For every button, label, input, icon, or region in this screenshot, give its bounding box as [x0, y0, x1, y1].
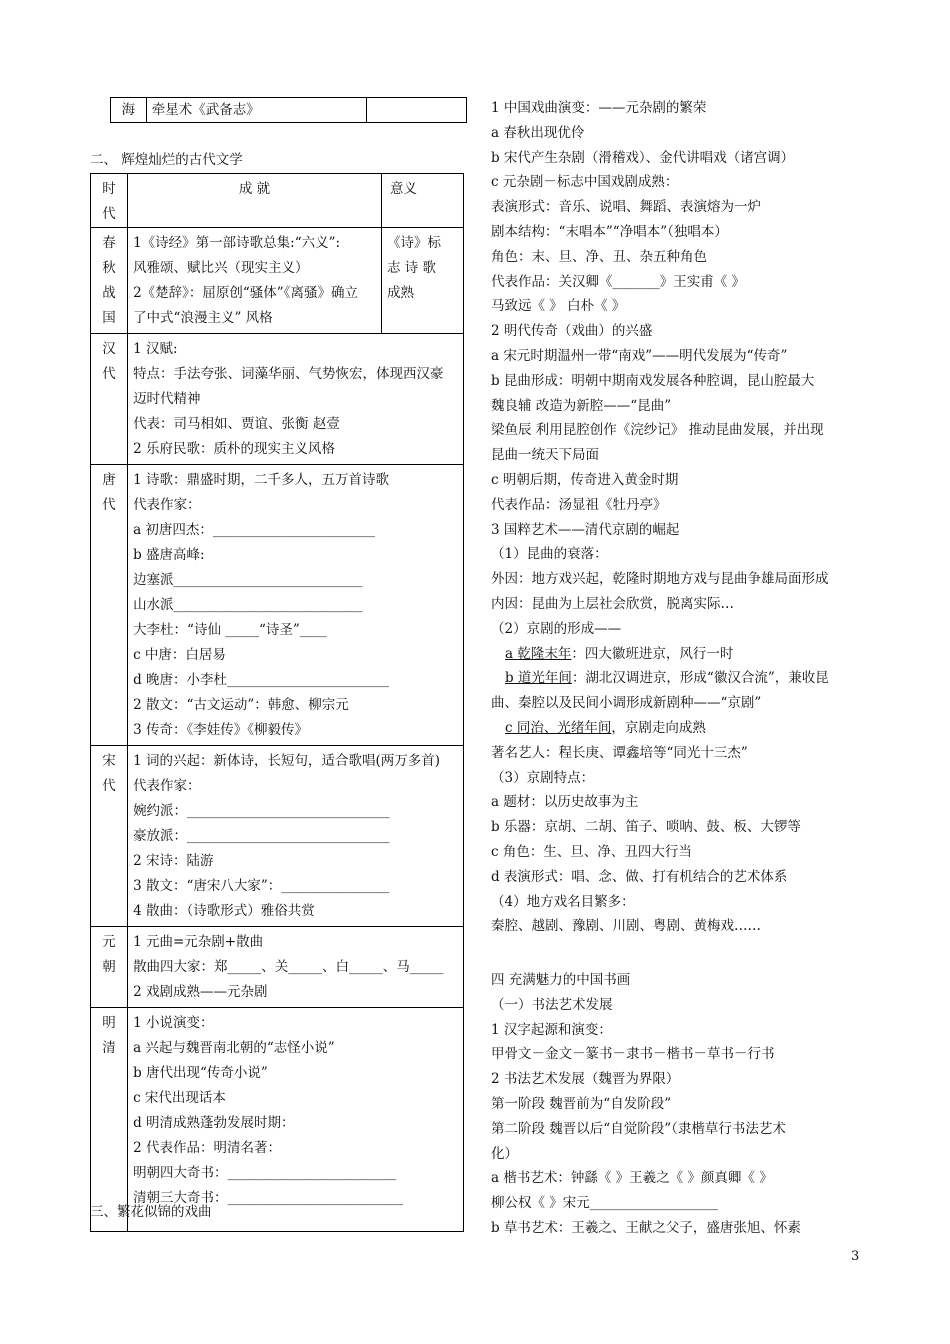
era-tang: 唐 代 — [91, 465, 128, 746]
drama-line: 代表作品：汤显祖《牡丹亭》 — [491, 496, 667, 513]
feature-line: a 题材：以历史故事为主 — [491, 794, 639, 811]
table-row-song — [91, 746, 464, 927]
drama-line: 角色：末、旦、净、丑、杂五种角色 — [491, 248, 707, 265]
section3-title: 三、繁花似锦的戏曲 — [90, 1204, 212, 1220]
drama-line: 马致远《 》 白朴《 》 — [491, 298, 626, 315]
page-number: 3 — [851, 1249, 860, 1264]
top-table-cell-3 — [367, 98, 467, 123]
calligraphy-line: 四 充满魅力的中国书画 — [491, 972, 631, 988]
feature-line: （3）京剧特点： — [491, 769, 595, 786]
achievement-mingqing: 1 小说演变： a 兴起与魏晋南北朝的“志怪小说” b 唐代出现“传奇小说” c 宋代出现话本 d 明清成熟蓬勃发展时期： 2 代表作品：明清名著： 明朝四大奇书：_________________________ 清朝三大奇书：__________________________ — [128, 1008, 464, 1232]
header-era: 时 代 — [91, 174, 128, 228]
achievement-song: 1 词的兴起：新体诗，长短句，适合歌唱(两万多首) 代表作家： 婉约派：______________________________ 豪放派：______________________________ 2 宋诗：陆游 3 散文：“唐宋八大家”：________________ 4 散曲：（诗歌形式）雅俗共赏 — [128, 746, 464, 927]
calligraphy-line: b 草书艺术：王羲之、王献之父子，盛唐张旭、怀素 — [491, 1219, 801, 1236]
era-mingqing: 明 清 — [91, 1008, 128, 1232]
header-achievement: 成 就 — [128, 174, 382, 228]
table-row-mingqing — [91, 1008, 464, 1232]
jingju-stage-b: b 道光年间：湖北汉调进京，形成“徽汉合流”，兼收昆 — [505, 670, 829, 687]
drama-line: 剧本结构：“末唱本”“净唱本”（独唱本） — [491, 223, 728, 240]
drama-line: （1）昆曲的衰落： — [491, 546, 608, 563]
top-table-cell-2: 牵星术《武备志》 — [146, 98, 367, 123]
feature-line: 秦腔、越剧、豫剧、川剧、粤剧、黄梅戏…… — [491, 918, 761, 935]
table-row-header — [91, 174, 464, 228]
right-column — [491, 96, 871, 939]
jingju-stage-c: c 同治、光绪年间，京剧走向成熟 — [505, 719, 706, 736]
calligraphy-section — [491, 968, 871, 1241]
table-row-yuan — [91, 927, 464, 1008]
calligraphy-line: a 楷书艺术：钟繇《 》王羲之《 》颜真卿《 》 — [491, 1170, 773, 1187]
calligraphy-line: 第二阶段 魏晋以后“自觉阶段”（隶楷草行书法艺术 — [491, 1120, 786, 1137]
drama-line: 1 中国戏曲演变：——元杂剧的繁荣 — [491, 100, 707, 116]
drama-line: b 昆曲形成：明朝中期南戏发展各种腔调，昆山腔最大 — [491, 372, 815, 389]
jingju-artists: 著名艺人：程长庚、谭鑫培等“同光十三杰” — [491, 744, 748, 761]
era-song: 宋 代 — [91, 746, 128, 927]
achievement-han: 1 汉赋: 特点：手法夸张、词藻华丽、气势恢宏，体现西汉豪 迈时代精神 代表：司马相如、贾谊、张衡 赵壹 2 乐府民歌：质朴的现实主义风格 — [128, 334, 464, 465]
drama-line: 外因：地方戏兴起，乾隆时期地方戏与昆曲争雄局面形成 — [491, 571, 829, 588]
feature-line: b 乐器：京胡、二胡、笛子、唢呐、鼓、板、大锣等 — [491, 819, 801, 836]
header-meaning: 意义 — [381, 174, 463, 228]
achievement-tang: 1 诗歌：鼎盛时期，二千多人，五万首诗歌 代表作家： a 初唐四杰：________________________ b 盛唐高峰: 边塞派____________________________ 山水派____________________________ 大李杜：“诗仙 _____“诗圣”____ c 中唐：白居易 d 晚唐：小李杜________________________ 2 散文：“古文运动”：韩愈、柳宗元 3 传奇：《李娃传》《柳毅传》 — [128, 465, 464, 746]
feature-line: （4）地方戏名目繁多： — [491, 893, 635, 910]
drama-line: 代表作品：关汉卿《_______》王实甫《 》 — [491, 273, 746, 290]
era-yuan: 元 朝 — [91, 927, 128, 1008]
literature-table — [90, 173, 464, 1232]
drama-line: 梁鱼辰 利用昆腔创作《浣纱记》 推动昆曲发展，并出现 — [491, 422, 824, 439]
calligraphy-line: 2 书法艺术发展（魏晋为界限） — [491, 1071, 680, 1088]
calligraphy-line: 柳公权《 》宋元___________________ — [491, 1195, 719, 1212]
section2-title: 二、 辉煌灿烂的古代文学 — [90, 152, 243, 168]
drama-line: c 明朝后期，传奇进入黄金时期 — [491, 471, 679, 488]
calligraphy-line: 化） — [491, 1145, 518, 1162]
drama-line: 昆曲一统天下局面 — [491, 447, 599, 464]
calligraphy-line: （一）书法艺术发展 — [491, 996, 613, 1013]
top-table — [110, 97, 467, 123]
table-row-chunqiu — [91, 228, 464, 334]
drama-line: 2 明代传奇（戏曲）的兴盛 — [491, 323, 653, 340]
table-row-han — [91, 334, 464, 465]
calligraphy-line: 1 汉字起源和演变： — [491, 1021, 612, 1038]
feature-line: c 角色：生、旦、净、丑四大行当 — [491, 843, 692, 860]
drama-line: 表演形式：音乐、说唱、舞蹈、表演熔为一炉 — [491, 199, 761, 216]
drama-line: c 元杂剧－标志中国戏剧成熟： — [491, 174, 679, 191]
achievement-chunqiu: 1《诗经》第一部诗歌总集:“六义”: 风雅颂、赋比兴（现实主义） 2《楚辞》：屈原创“骚体”《离骚》确立 了中式“浪漫主义” 风格 — [128, 228, 382, 334]
table-row-tang — [91, 465, 464, 746]
jingju-stage-a: a 乾隆末年：四大徽班进京，风行一时 — [505, 645, 734, 662]
calligraphy-line: 第一阶段 魏晋前为“自发阶段” — [491, 1095, 672, 1112]
drama-line: 魏良辅 改造为新腔——“昆曲” — [491, 397, 672, 414]
era-chunqiu: 春 秋 战 国 — [91, 228, 128, 334]
drama-line: 内因：昆曲为上层社会欣赏，脱离实际… — [491, 595, 734, 612]
top-table-cell-1: 海 — [111, 98, 147, 123]
drama-line: a 春秋出现优伶 — [491, 124, 585, 141]
jingju-stage-b-cont: 曲、秦腔以及民间小调形成新剧种——“京剧” — [491, 695, 762, 712]
era-han: 汉 代 — [91, 334, 128, 465]
drama-line: 3 国粹艺术——清代京剧的崛起 — [491, 521, 680, 538]
feature-line: d 表演形式：唱、念、做、打有机结合的艺术体系 — [491, 868, 788, 885]
meaning-chunqiu: 《诗》标 志 诗 歌 成熟 — [381, 228, 463, 334]
calligraphy-line: 甲骨文－金文－篆书－隶书－楷书－草书－行书 — [491, 1046, 775, 1063]
jingju-heading: （2）京剧的形成—— — [491, 620, 622, 637]
drama-line: b 宋代产生杂剧（滑稽戏）、金代讲唱戏（诸宫调） — [491, 149, 795, 166]
achievement-yuan: 1 元曲=元杂剧+散曲 散曲四大家：郑_____、关_____、白_____、马_____ 2 戏剧成熟——元杂剧 — [128, 927, 464, 1008]
drama-line: a 宋元时期温州一带“南戏”——明代发展为“传奇” — [491, 347, 788, 364]
